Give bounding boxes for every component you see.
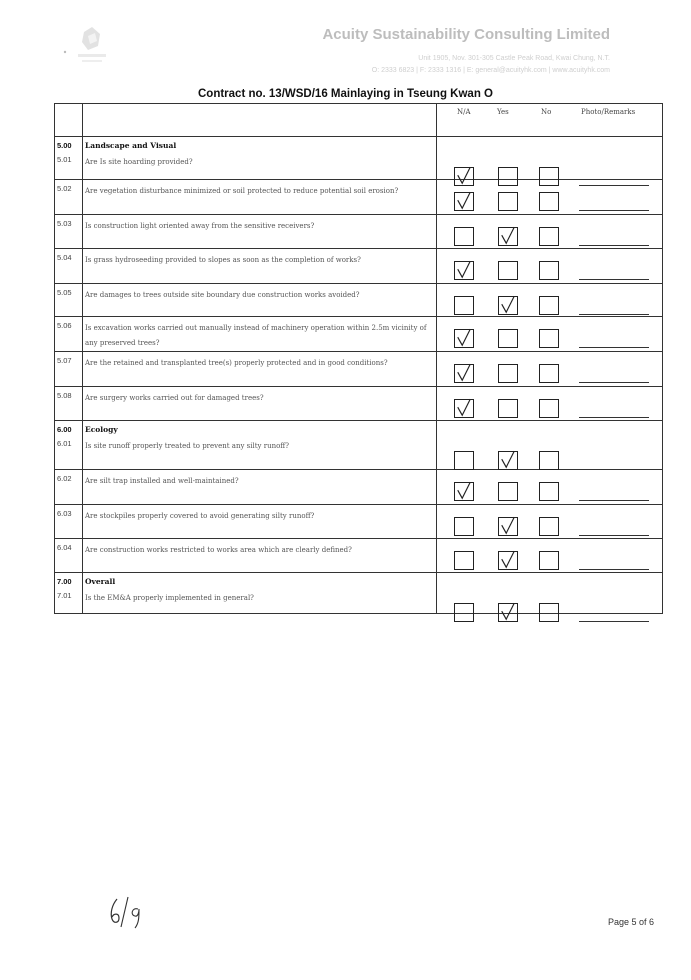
yes-checkbox[interactable] [498,227,518,246]
na-checkbox[interactable] [454,192,474,211]
checklist-row [55,573,663,614]
check-mark-icon [455,400,473,417]
question-text: Are vegetation disturbance minimized or soil protected to reduce potential soil erosion? [85,187,399,195]
item-number-cell [55,470,83,505]
question-text: Is construction light oriented away from the sensitive receivers? [85,222,315,230]
item-number: 6.03 [57,509,72,518]
company-address [240,53,610,77]
check-mark-icon [455,193,473,210]
no-checkbox[interactable] [539,451,559,470]
checklist-row [55,215,663,249]
item-number: 7.01 [57,591,72,600]
item-number-cell [55,352,83,387]
remarks-line[interactable] [579,314,649,315]
no-checkbox[interactable] [539,329,559,348]
item-number: 5.05 [57,288,72,297]
checklist-row [55,249,663,284]
question-text: Are Is site hoarding provided? [85,158,193,166]
item-number-cell [55,421,83,470]
answer-cell [437,573,663,614]
col-yes-header: Yes [497,108,509,116]
item-number: 5.07 [57,356,72,365]
contract-title: Contract no. 13/WSD/16 Mainlaying in Tseung Kwan O [198,88,493,100]
check-mark-icon [455,262,473,279]
no-checkbox[interactable] [539,482,559,501]
section-title: Overall [85,577,116,586]
question-text: Is excavation works carried out manually instead of machinery operation within 2.5m vicinity of any preserved trees? [85,324,427,347]
na-checkbox[interactable] [454,296,474,315]
question-cell [83,215,437,249]
answer-cell [437,387,663,421]
section-title: Ecology [85,425,118,434]
na-checkbox[interactable] [454,551,474,570]
no-checkbox[interactable] [539,296,559,315]
company-logo-icon [62,24,120,72]
question-text: Are stockpiles properly covered to avoid generating silty runoff? [85,512,315,520]
item-number: 5.08 [57,391,72,400]
checklist-row [55,284,663,317]
header-answers [437,104,663,137]
yes-checkbox[interactable] [498,451,518,470]
answer-cell [437,470,663,505]
question-cell [83,317,437,352]
no-checkbox[interactable] [539,517,559,536]
question-cell [83,573,437,614]
yes-checkbox[interactable] [498,296,518,315]
question-cell [83,539,437,573]
no-checkbox[interactable] [539,227,559,246]
answer-cell [437,215,663,249]
yes-checkbox[interactable] [498,364,518,383]
checklist-row [55,352,663,387]
remarks-line[interactable] [579,569,649,570]
item-number-cell [55,573,83,614]
na-checkbox[interactable] [454,482,474,501]
section-number: 7.00 [57,577,72,586]
answer-cell [437,421,663,470]
check-mark-icon [499,552,517,569]
address-line: Unit 1905, Nov. 301-305 Castle Peak Road, Kwai Chung, N.T. [418,55,610,62]
item-number-cell [55,215,83,249]
no-checkbox[interactable] [539,192,559,211]
question-cell [83,180,437,215]
na-checkbox[interactable] [454,399,474,418]
question-cell [83,421,437,470]
checklist-row [55,387,663,421]
item-number: 5.02 [57,184,72,193]
answer-cell [437,505,663,539]
item-number-cell [55,539,83,573]
question-cell [83,137,437,180]
item-number: 5.06 [57,321,72,330]
yes-checkbox[interactable] [498,482,518,501]
check-mark-icon [499,518,517,535]
remarks-line[interactable] [579,279,649,280]
na-checkbox[interactable] [454,261,474,280]
item-number: 6.01 [57,439,72,448]
col-na-header: N/A [457,108,471,116]
page-number: Page 5 of 6 [607,917,654,927]
question-text: Is the EM&A properly implemented in general? [85,594,254,602]
remarks-line[interactable] [579,500,649,501]
table-header-row [55,104,663,137]
item-number-cell [55,505,83,539]
question-cell [83,284,437,317]
checklist-row [55,137,663,180]
col-no-header: No [541,108,552,116]
yes-checkbox[interactable] [498,603,518,622]
yes-checkbox[interactable] [498,261,518,280]
col-remarks-header: Photo/Remarks [581,108,636,116]
item-number-cell [55,317,83,352]
check-mark-icon [455,330,473,347]
no-checkbox[interactable] [539,399,559,418]
remarks-line[interactable] [579,621,649,622]
checklist-row [55,505,663,539]
checklist-row [55,180,663,215]
na-checkbox[interactable] [454,329,474,348]
item-number: 5.04 [57,253,72,262]
check-mark-icon [455,483,473,500]
question-text: Are silt trap installed and well-maintained? [85,477,239,485]
no-checkbox[interactable] [539,261,559,280]
na-checkbox[interactable] [454,451,474,470]
na-checkbox[interactable] [454,364,474,383]
answer-cell [437,539,663,573]
na-checkbox[interactable] [454,603,474,622]
section-number: 5.00 [57,141,72,150]
question-cell [83,249,437,284]
item-number-cell [55,180,83,215]
remarks-line[interactable] [579,347,649,348]
item-number-cell [55,284,83,317]
contact-line: O: 2333 6823 | F: 2333 1316 | E: general@acuityhk.com | www.acuityhk.com [371,67,610,74]
answer-cell [437,284,663,317]
question-text: Are the retained and transplanted tree(s) properly protected and in good conditions? [85,359,388,367]
check-mark-icon [455,365,473,382]
header-blank-question [83,104,437,137]
no-checkbox[interactable] [539,551,559,570]
question-cell [83,352,437,387]
question-cell [83,387,437,421]
item-number: 6.04 [57,543,72,552]
remarks-line[interactable] [579,535,649,536]
yes-checkbox[interactable] [498,399,518,418]
no-checkbox[interactable] [539,603,559,622]
remarks-line[interactable] [579,417,649,418]
company-name: Acuity Sustainability Consulting Limited [322,26,610,43]
item-number-cell [55,249,83,284]
section-number: 6.00 [57,425,72,434]
question-text: Are surgery works carried out for damaged trees? [85,394,264,402]
handwritten-page-count [108,895,148,931]
yes-checkbox[interactable] [498,192,518,211]
checklist-row [55,539,663,573]
item-number-cell [55,387,83,421]
yes-checkbox[interactable] [498,517,518,536]
na-checkbox[interactable] [454,227,474,246]
remarks-line[interactable] [579,245,649,246]
question-cell [83,470,437,505]
checklist-row [55,317,663,352]
header-blank-no [55,104,83,137]
item-number: 5.03 [57,219,72,228]
remarks-line[interactable] [579,382,649,383]
answer-cell [437,180,663,215]
yes-checkbox[interactable] [498,329,518,348]
answer-cell [437,352,663,387]
answer-cell [437,249,663,284]
check-mark-icon [499,604,517,621]
check-mark-icon [499,297,517,314]
section-title: Landscape and Visual [85,141,177,150]
item-number: 6.02 [57,474,72,483]
question-cell [83,505,437,539]
check-mark-icon [499,452,517,469]
question-text: Are construction works restricted to works area which are clearly defined? [85,546,352,554]
checklist-row [55,421,663,470]
yes-checkbox[interactable] [498,551,518,570]
question-text: Are damages to trees outside site boundary due construction works avoided? [85,291,360,299]
item-number-cell [55,137,83,180]
question-text: Is site runoff properly treated to prevent any silty runoff? [85,442,290,450]
na-checkbox[interactable] [454,517,474,536]
answer-cell [437,317,663,352]
checklist-table [54,103,663,614]
no-checkbox[interactable] [539,364,559,383]
checklist-row [55,470,663,505]
question-text: Is grass hydroseeding provided to slopes as soon as the completion of works? [85,256,361,264]
check-mark-icon [499,228,517,245]
answer-cell [437,137,663,180]
remarks-line[interactable] [579,210,649,211]
item-number: 5.01 [57,155,72,164]
